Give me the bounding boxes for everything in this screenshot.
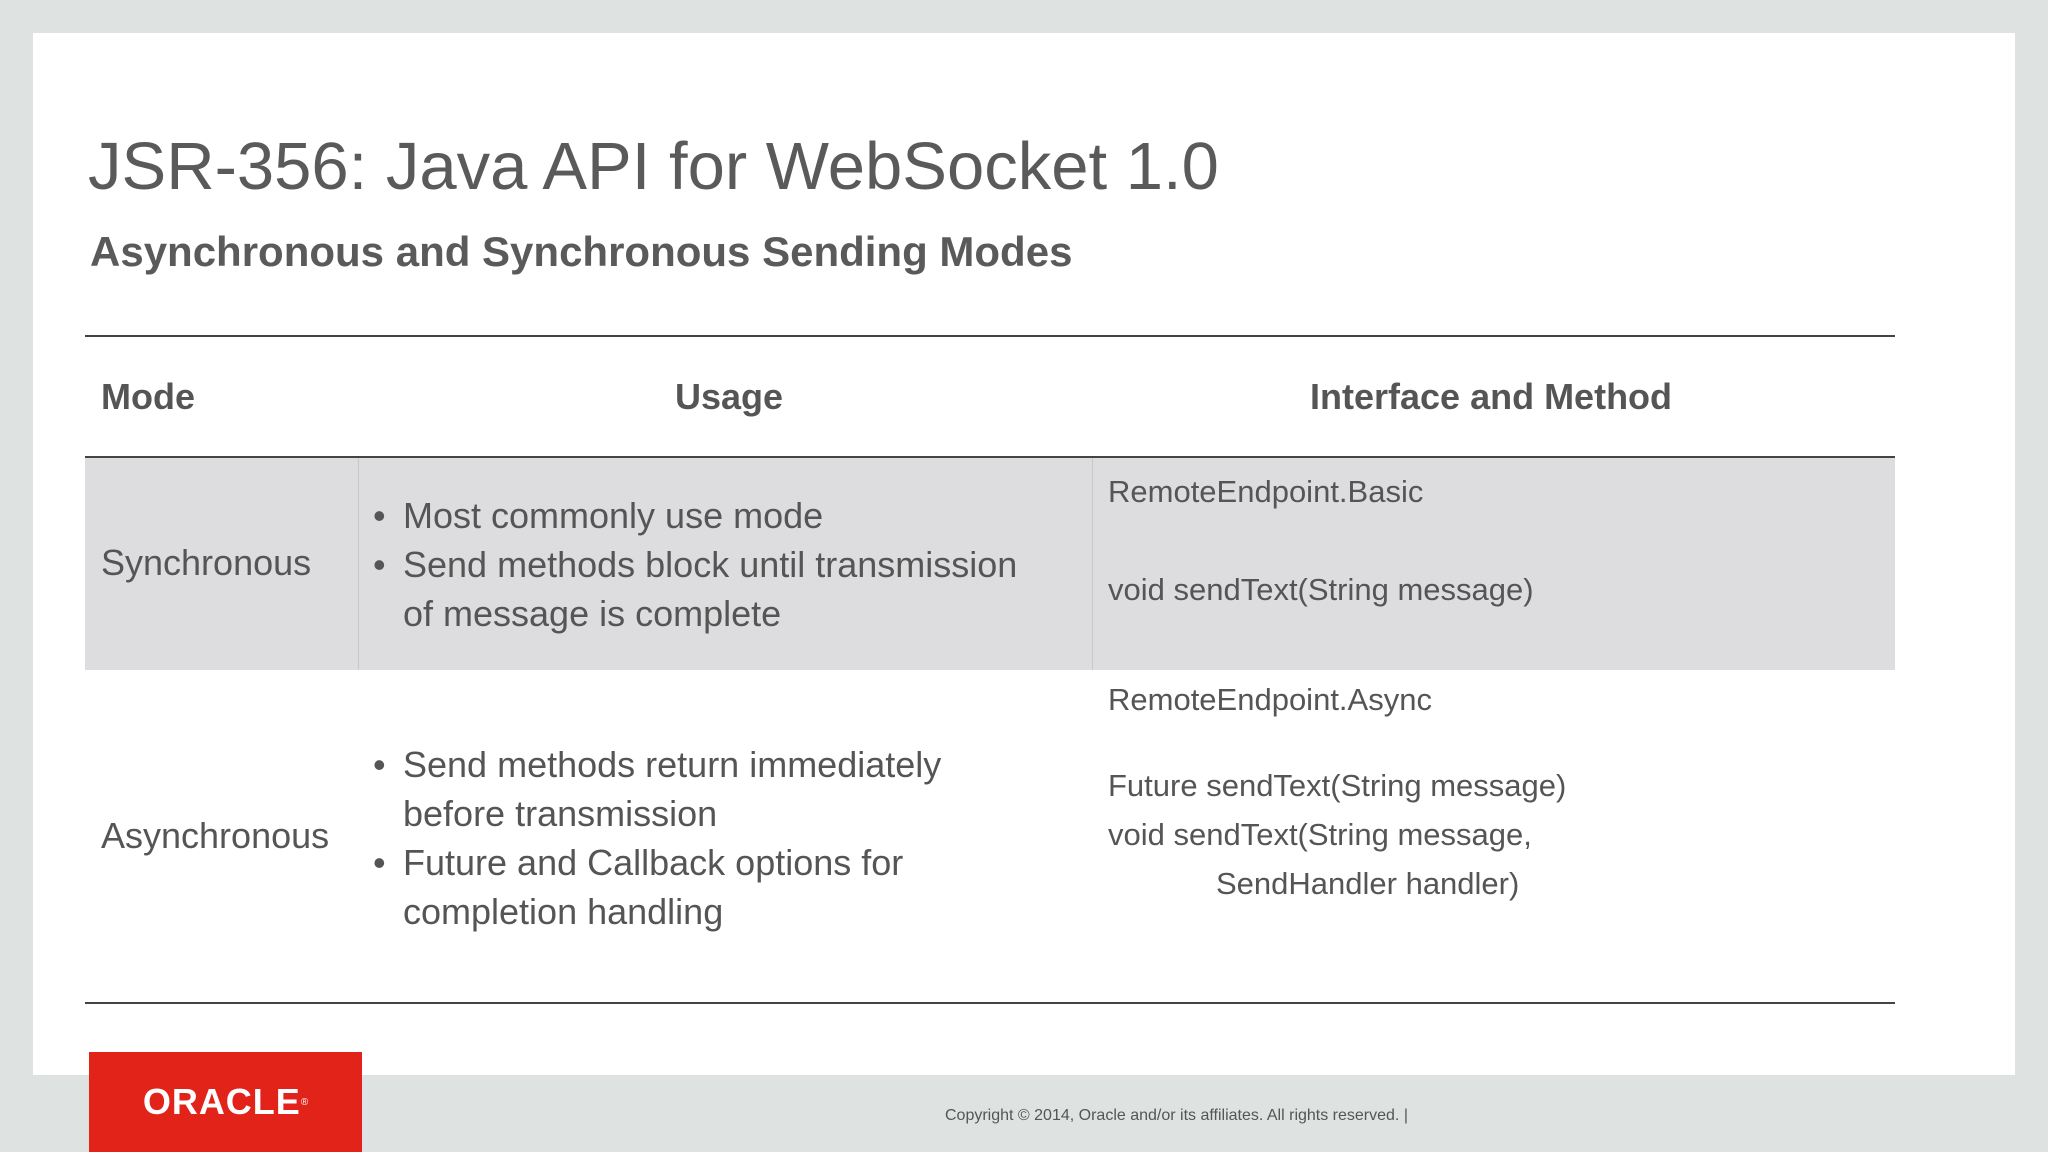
table-top-rule [85,335,1895,337]
column-divider [358,458,359,670]
slide-subtitle: Asynchronous and Synchronous Sending Modes [90,228,1073,275]
iface-line: RemoteEndpoint.Async [1108,682,1432,717]
oracle-logo: ORACLE ® [89,1052,362,1152]
column-divider [1092,458,1093,670]
iface-line: Future sendText(String message) [1108,768,1567,803]
iface-line: SendHandler handler) [1216,866,1520,901]
mode-cell: Asynchronous [101,815,330,856]
copyright-text: Copyright © 2014, Oracle and/or its affiliates. All rights reserved. | [945,1107,1408,1124]
bullet-item: • Send methods return immediately [373,740,941,789]
header-interface-method: Interface and Method [1310,376,1673,417]
slide-title: JSR-356: Java API for WebSocket 1.0 [88,129,1219,204]
table-bottom-rule [85,1002,1895,1004]
bullet-continuation: of message is complete [403,593,782,634]
oracle-logo-text: ORACLE [142,1081,301,1122]
bullet-item: • Most commonly use mode [373,491,1017,540]
table-row-asynchronous [85,670,1895,1002]
iface-line: void sendText(String message, [1108,817,1532,852]
bullet-item: • Send methods block until transmission [373,540,1017,589]
iface-line: RemoteEndpoint.Basic [1108,474,1424,509]
usage-cell [373,740,941,936]
bullet-continuation: completion handling [403,891,724,932]
usage-cell [373,491,1017,638]
bullet-continuation: before transmission [403,793,718,834]
header-usage: Usage [675,376,784,417]
mode-cell: Synchronous [101,542,312,583]
header-mode: Mode [101,376,195,417]
iface-line: void sendText(String message) [1108,572,1534,607]
bullet-item: • Future and Callback options for [373,838,941,887]
